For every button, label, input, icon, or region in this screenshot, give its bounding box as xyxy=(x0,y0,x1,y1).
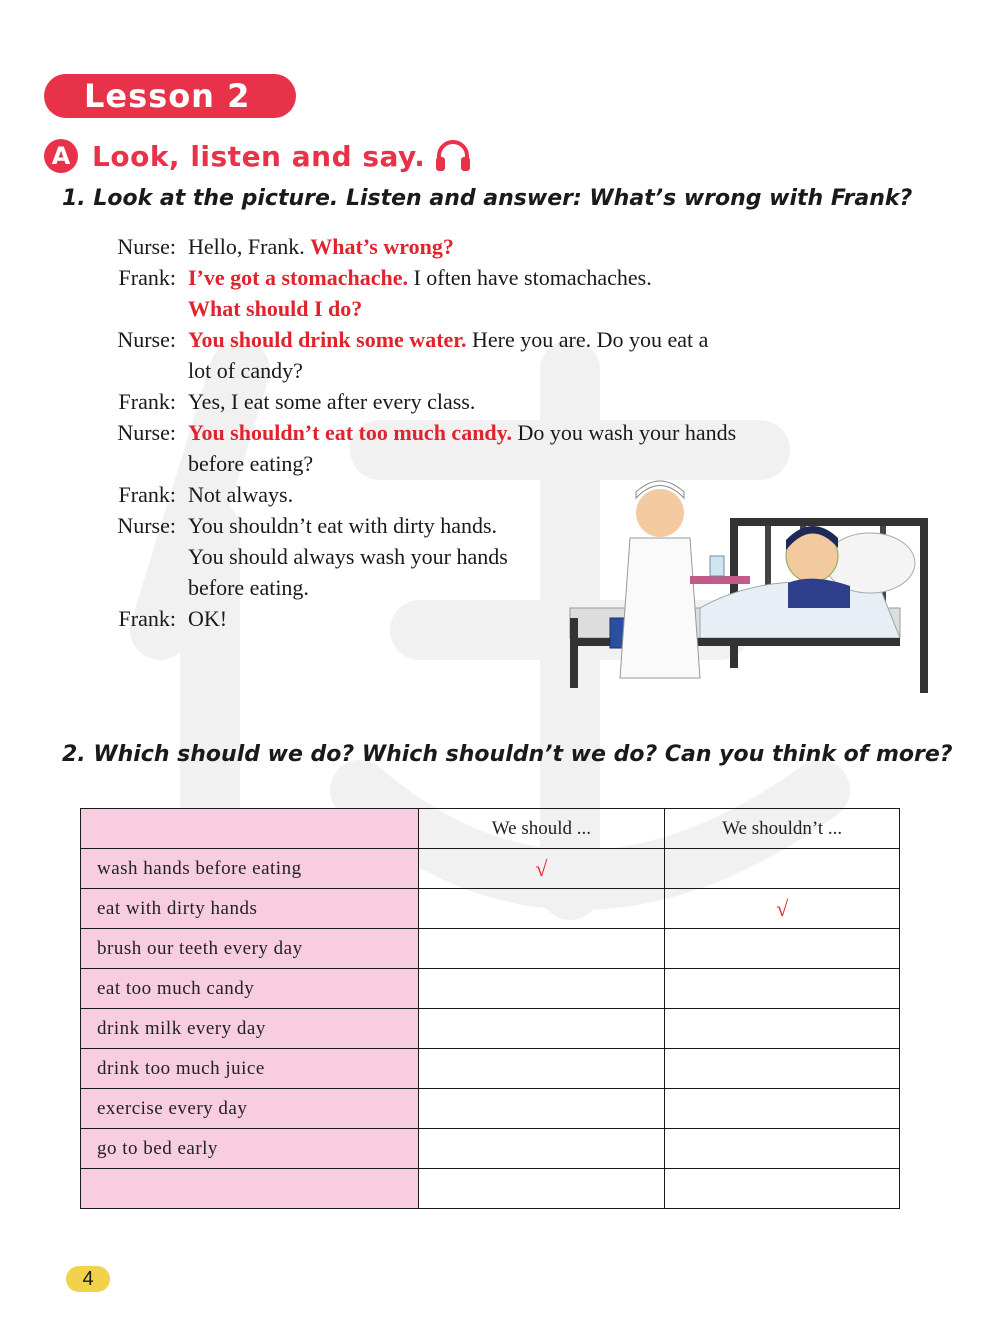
dialogue-phrase: OK! xyxy=(188,606,228,631)
dialogue-text xyxy=(188,233,454,261)
shouldnt-cell[interactable] xyxy=(665,889,900,929)
table-row xyxy=(81,849,900,889)
should-cell[interactable] xyxy=(418,929,665,969)
shouldnt-cell[interactable] xyxy=(665,1049,900,1089)
shouldnt-cell[interactable] xyxy=(665,1169,900,1209)
should-cell[interactable] xyxy=(418,1049,665,1089)
speaker-label: Frank: xyxy=(118,482,176,507)
header-we-should: We should ... xyxy=(418,809,665,849)
table-row xyxy=(81,1089,900,1129)
speaker-label: Frank: xyxy=(118,389,176,414)
speaker-label: Nurse: xyxy=(117,234,176,259)
question-1: 1. Look at the picture. Listen and answer: What’s wrong with Frank? xyxy=(62,186,913,211)
activity-cell: drink milk every day xyxy=(81,1009,419,1049)
activity-cell: eat with dirty hands xyxy=(81,889,419,929)
dialogue-phrase: You shouldn’t eat with dirty hands. xyxy=(188,513,498,538)
speaker-label: Nurse: xyxy=(117,327,176,352)
activity-cell xyxy=(81,1169,419,1209)
activity-cell: exercise every day xyxy=(81,1089,419,1129)
headphones-icon[interactable] xyxy=(433,138,473,174)
shouldnt-cell[interactable] xyxy=(665,849,900,889)
dialogue-phrase: Here you are. Do you eat a xyxy=(466,327,709,352)
table-row xyxy=(81,969,900,1009)
dialogue-phrase: I often have stomachaches. xyxy=(407,265,652,290)
speaker-label: Nurse: xyxy=(117,420,176,445)
dialogue-text xyxy=(188,605,227,633)
should-cell[interactable] xyxy=(418,1009,665,1049)
dialogue-phrase: before eating? xyxy=(188,451,314,476)
dialogue-phrase: Hello, Frank. xyxy=(188,234,311,259)
page-number: 4 xyxy=(66,1266,110,1292)
dialogue-phrase: lot of candy? xyxy=(188,358,303,383)
shouldnt-cell[interactable] xyxy=(665,1089,900,1129)
should-cell[interactable] xyxy=(418,1089,665,1129)
table-row xyxy=(81,1169,900,1209)
shouldnt-cell[interactable] xyxy=(665,1009,900,1049)
dialogue-phrase: before eating. xyxy=(188,575,309,600)
dialogue-text xyxy=(188,357,303,385)
table-row xyxy=(81,1009,900,1049)
should-cell[interactable] xyxy=(418,1129,665,1169)
dialogue-text xyxy=(188,574,309,602)
activity-cell: drink too much juice xyxy=(81,1049,419,1089)
dialogue-text xyxy=(188,450,313,478)
key-phrase: You should drink some water. xyxy=(188,327,467,352)
shouldnt-cell[interactable] xyxy=(665,1129,900,1169)
dialogue-text xyxy=(188,512,497,540)
speaker-label: Frank: xyxy=(118,265,176,290)
table-row xyxy=(81,929,900,969)
section-title: Look, listen and say. xyxy=(92,139,426,173)
activity-cell: wash hands before eating xyxy=(81,849,419,889)
table-row xyxy=(81,1049,900,1089)
lesson-title: Lesson 2 xyxy=(44,74,296,118)
table-row xyxy=(81,889,900,929)
key-phrase: You shouldn’t eat too much candy. xyxy=(188,420,512,445)
should-cell[interactable] xyxy=(418,849,665,889)
dialogue-text xyxy=(188,481,293,509)
table-header-row xyxy=(81,809,900,849)
shouldnt-cell[interactable] xyxy=(665,929,900,969)
section-a-header xyxy=(44,138,473,174)
dialogue-phrase: Not always. xyxy=(188,482,294,507)
key-phrase: What’s wrong? xyxy=(310,234,454,259)
should-cell[interactable] xyxy=(418,1169,665,1209)
dialogue-text xyxy=(188,326,708,354)
dialogue-text xyxy=(188,543,508,571)
section-letter-badge: A xyxy=(44,139,78,173)
dialogue-phrase: Do you wash your hands xyxy=(511,420,737,445)
key-phrase: What should I do? xyxy=(188,296,363,321)
activity-cell: brush our teeth every day xyxy=(81,929,419,969)
should-cell[interactable] xyxy=(418,969,665,1009)
shouldnt-cell[interactable] xyxy=(665,969,900,1009)
speaker-label: Nurse: xyxy=(117,513,176,538)
activity-cell: go to bed early xyxy=(81,1129,419,1169)
nurse-and-boy-illustration xyxy=(550,468,940,700)
speaker-label: Frank: xyxy=(118,606,176,631)
checkmark: √ xyxy=(776,895,789,921)
dialogue-text xyxy=(188,264,652,292)
table-row xyxy=(81,1129,900,1169)
dialogue-text xyxy=(188,388,475,416)
key-phrase: I’ve got a stomachache. xyxy=(188,265,408,290)
dialogue-phrase: You should always wash your hands xyxy=(188,544,508,569)
checkmark: √ xyxy=(535,855,548,881)
header-blank-cell xyxy=(81,809,419,849)
activity-cell: eat too much candy xyxy=(81,969,419,1009)
should-cell[interactable] xyxy=(418,889,665,929)
header-we-shouldnt: We shouldn’t ... xyxy=(665,809,900,849)
dialogue-phrase: Yes, I eat some after every class. xyxy=(188,389,476,414)
should-shouldnt-table xyxy=(80,808,900,1209)
dialogue-text xyxy=(188,295,362,323)
question-2: 2. Which should we do? Which shouldn’t we do? Can you think of more? xyxy=(62,742,953,767)
dialogue-text xyxy=(188,419,736,447)
